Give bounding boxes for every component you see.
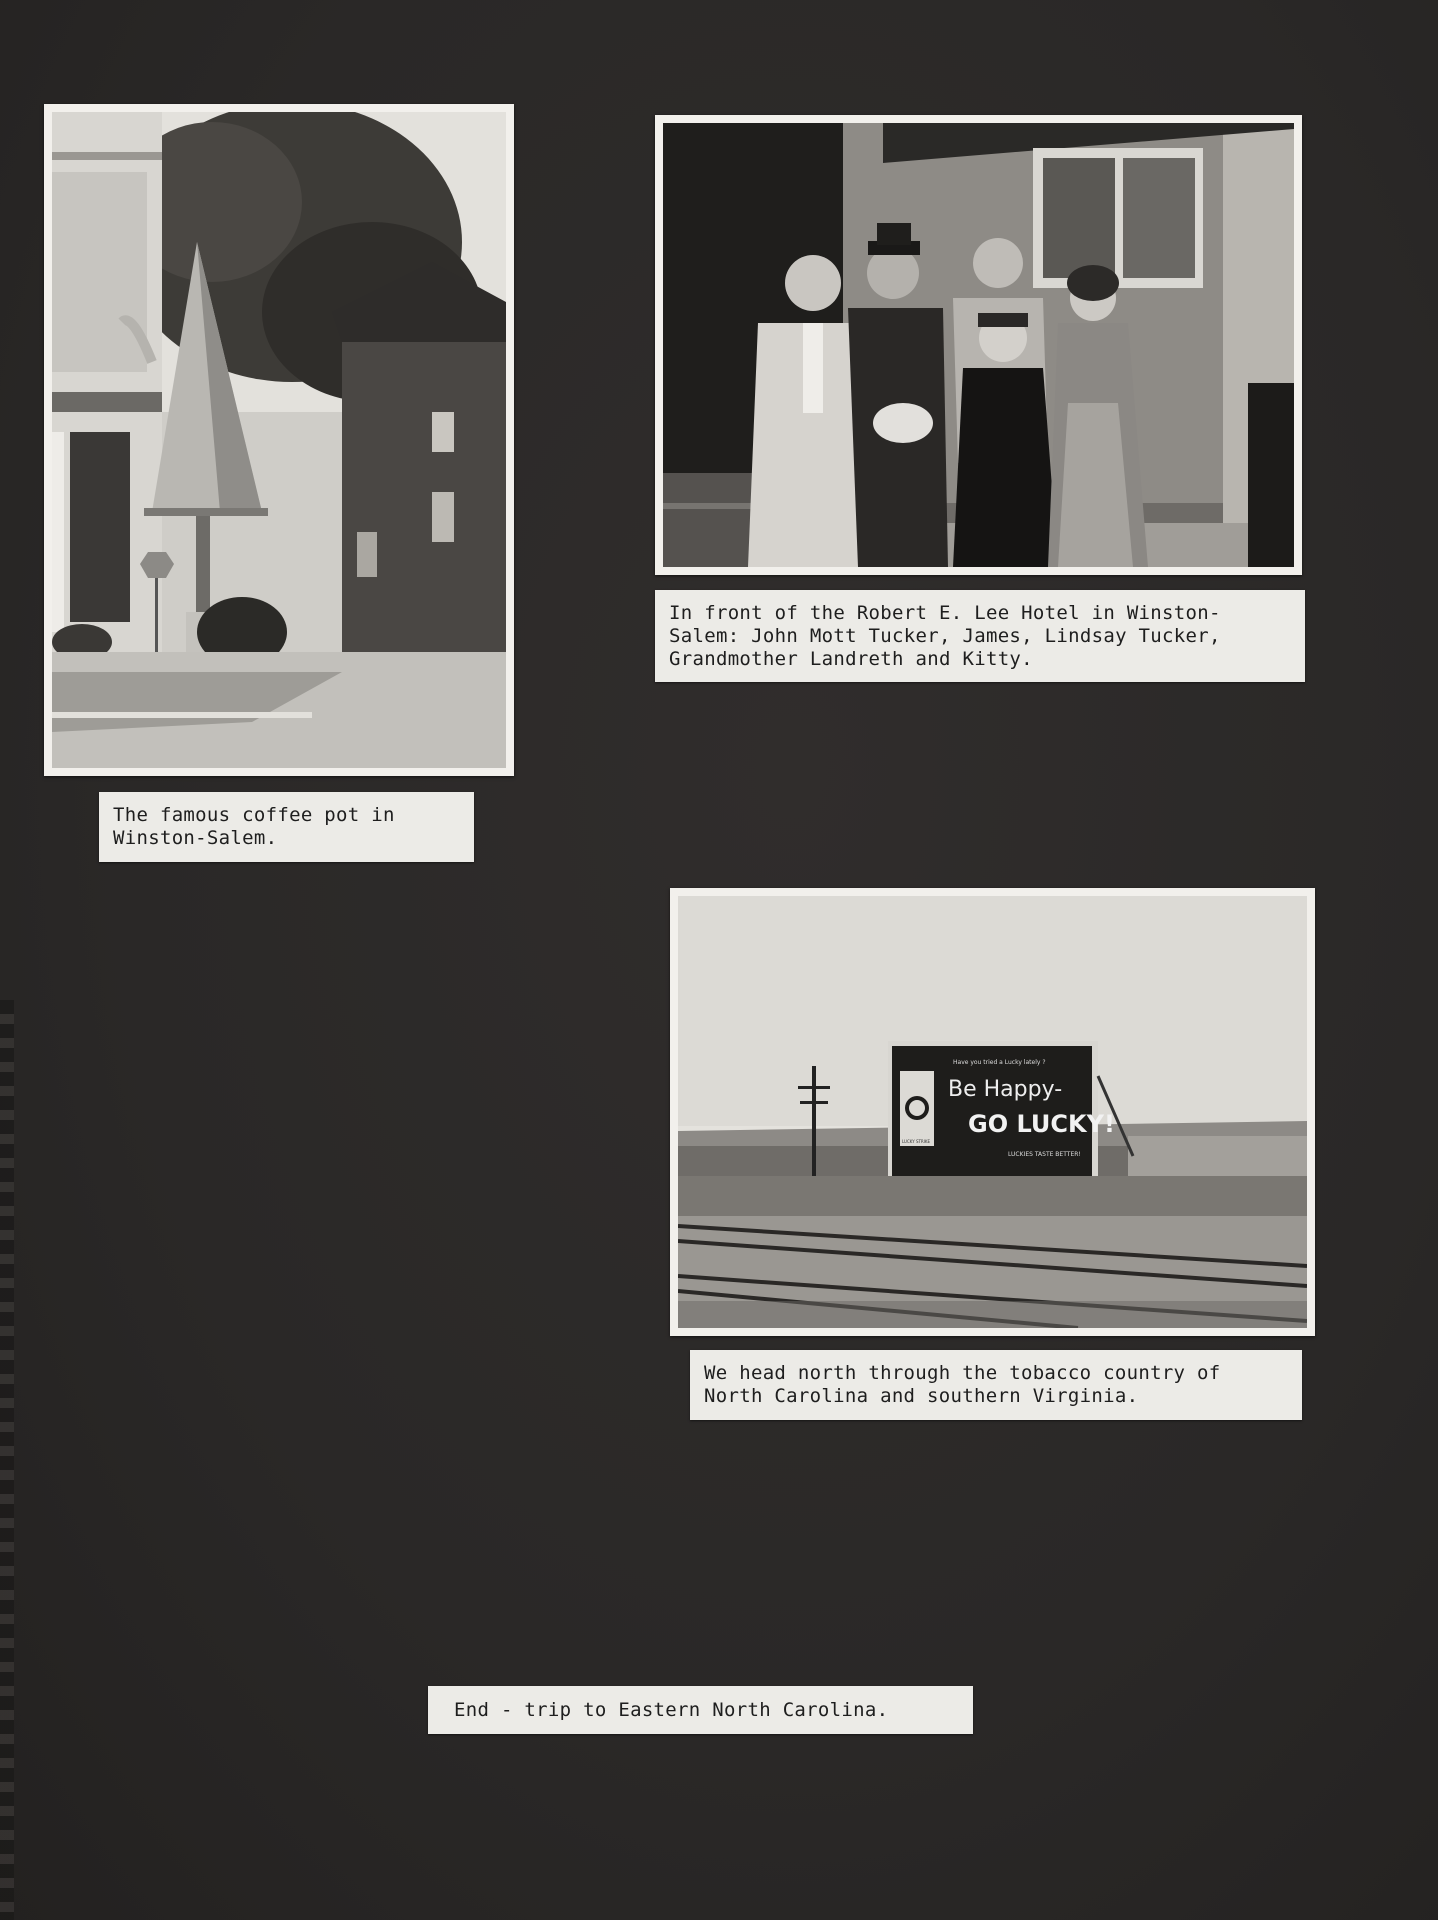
caption-line: North Carolina and southern Virginia. [704,1385,1139,1407]
tobacco-country-image [678,896,1307,1328]
caption-tobacco [690,1350,1302,1420]
billboard-line2: Be Happy- [948,1077,1063,1102]
caption-hotel [655,590,1305,682]
billboard-line4: LUCKIES TASTE BETTER! [1008,1151,1081,1158]
coffee-pot-image [52,112,506,768]
tobacco-country-photo [670,888,1315,1336]
caption-line: Winston-Salem. [113,827,278,849]
billboard-pack: LUCKY STRIKE [902,1139,931,1144]
caption-line: We head north through the tobacco country of [704,1362,1221,1384]
caption-line: Grandmother Landreth and Kitty. [669,648,1033,670]
billboard-line1: Have you tried a Lucky lately ? [953,1059,1046,1066]
caption-line: The famous coffee pot in [113,804,395,826]
caption-line: In front of the Robert E. Lee Hotel in Winston- [669,602,1221,624]
spiral-binding [0,1000,14,1920]
hotel-group-photo [655,115,1302,575]
caption-line: Salem: John Mott Tucker, James, Lindsay Tucker, [669,625,1221,647]
hotel-group-image [663,123,1294,567]
caption-line: End - trip to Eastern North Carolina. [454,1699,889,1721]
coffee-pot-photo [44,104,514,776]
caption-coffee-pot [99,792,474,862]
caption-end [428,1686,973,1734]
billboard-line3: GO LUCKY! [968,1110,1115,1138]
